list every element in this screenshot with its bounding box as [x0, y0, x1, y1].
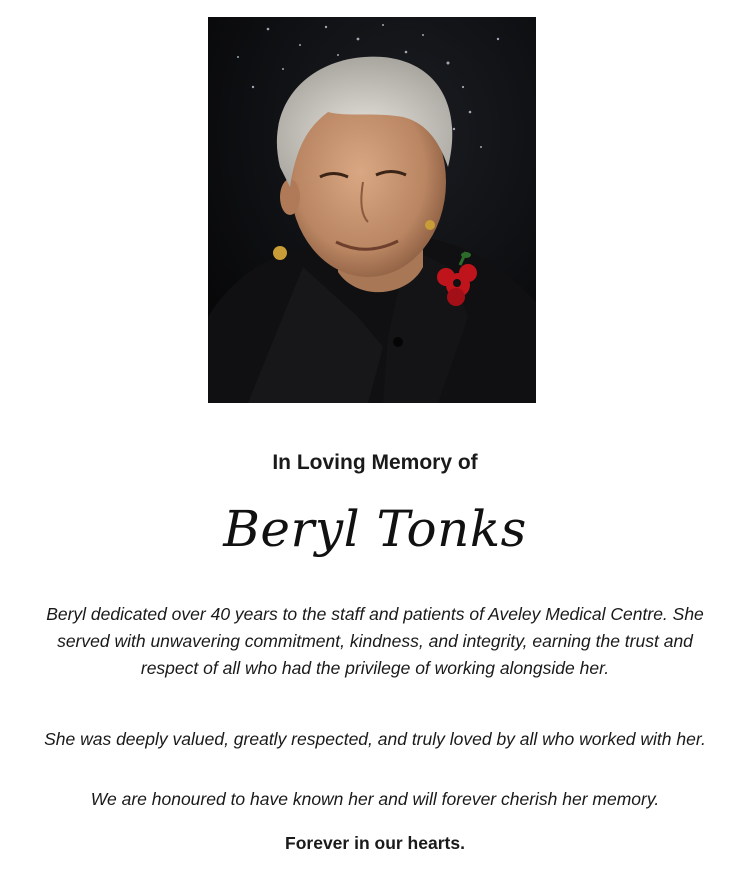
- tribute-paragraph: She was deeply valued, greatly respected, and truly loved by all who worked with her.: [44, 729, 706, 749]
- memorial-heading: In Loving Memory of: [272, 451, 478, 474]
- deceased-name: Beryl Tonks: [223, 500, 527, 558]
- tribute-paragraph: We are honoured to have known her and will forever cherish her memory.: [90, 789, 660, 809]
- closing-line: Forever in our hearts.: [285, 833, 465, 853]
- portrait-photo: [208, 17, 536, 403]
- tribute-paragraph: Beryl dedicated over 40 years to the staff and patients of Aveley Medical Centre. She served with unwavering commitment, kindness, and integrity, earning the trust and respect of all who had the privilege of working alongside her.: [46, 604, 704, 678]
